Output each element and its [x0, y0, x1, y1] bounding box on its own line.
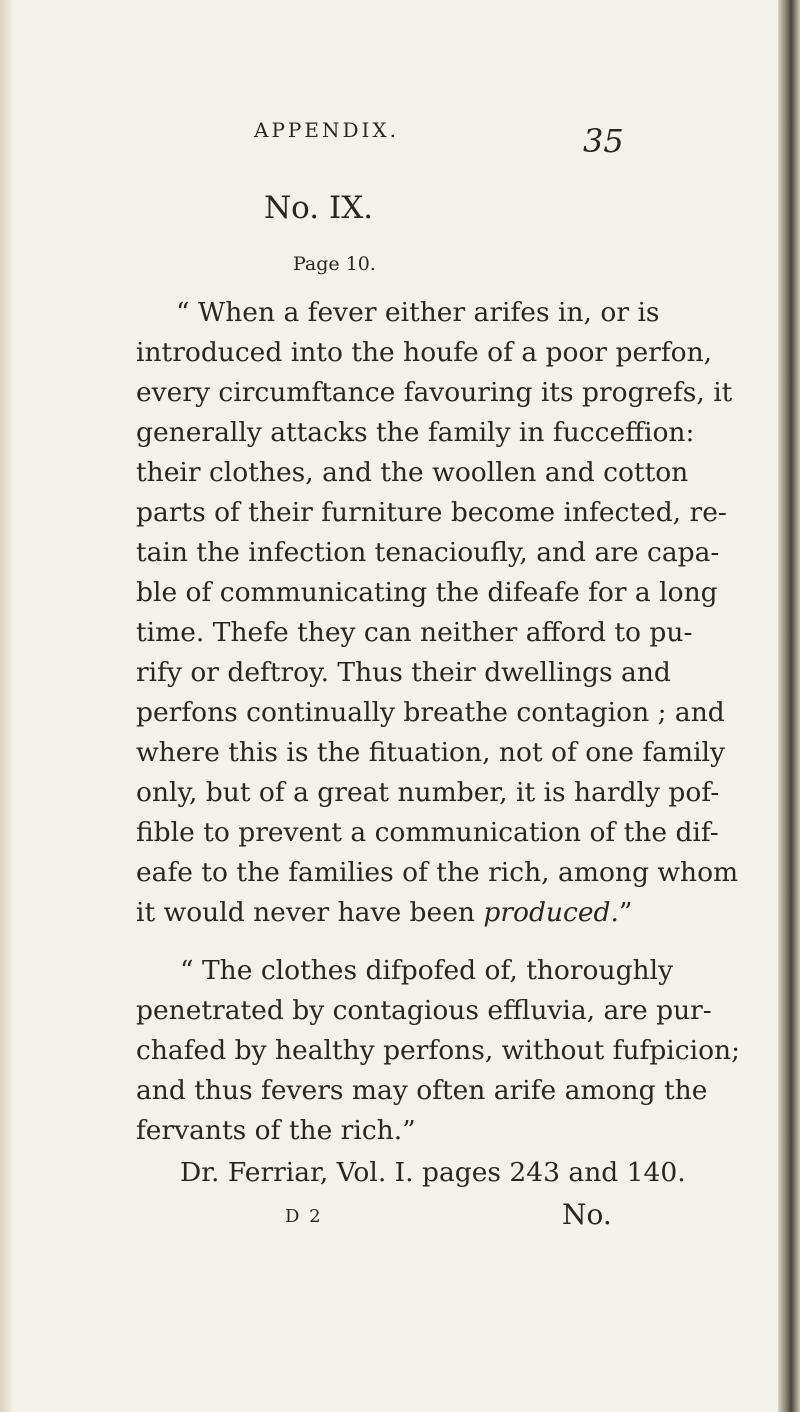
- catchword: No.: [562, 1198, 612, 1231]
- running-title: APPENDIX.: [254, 118, 399, 142]
- page-number: 35: [583, 122, 624, 160]
- text-fragment: it would never have been: [136, 897, 484, 928]
- page-edge: [778, 0, 800, 1412]
- text-fragment: ”: [618, 897, 633, 928]
- page-reference: Page 10.: [293, 253, 376, 275]
- emphasis-produced: produced.: [483, 897, 619, 928]
- section-title: No. IX.: [264, 190, 374, 226]
- book-page: APPENDIX. 35 No. IX. Page 10. “ When a fever either arifes in, or is introduced into the houfe of a poor perfon, every circumftance favouring its progrefs, it generally attacks the family in fucceffion: their clothes, and the woollen and cotton parts of their furniture become infected, re- tain the infection tenacioufly, and are capa- ble of communicating the difeafe for a long time. Thefe they can neither afford to pu- rify or deftroy. Thus their dwellings and perfons continually breathe contagion ; and where this is the fituation, not of one family only, but of a great number, it is hardly pof- fible to prevent a communication of the dif- eafe to the families of the rich, among whom it would never have been produced.” “ The clothes difpofed of, thoroughly penetrated by contagious effluvia, are pur- chafed by healthy perfons, without fufpicion; and thus fevers may often arife among the fervants of the rich.” Dr. Ferriar, Vol. I. pages 243 and 140. D 2 No.: [0, 0, 800, 1412]
- spine-shadow: [0, 0, 14, 1412]
- signature-mark: D 2: [285, 1206, 323, 1227]
